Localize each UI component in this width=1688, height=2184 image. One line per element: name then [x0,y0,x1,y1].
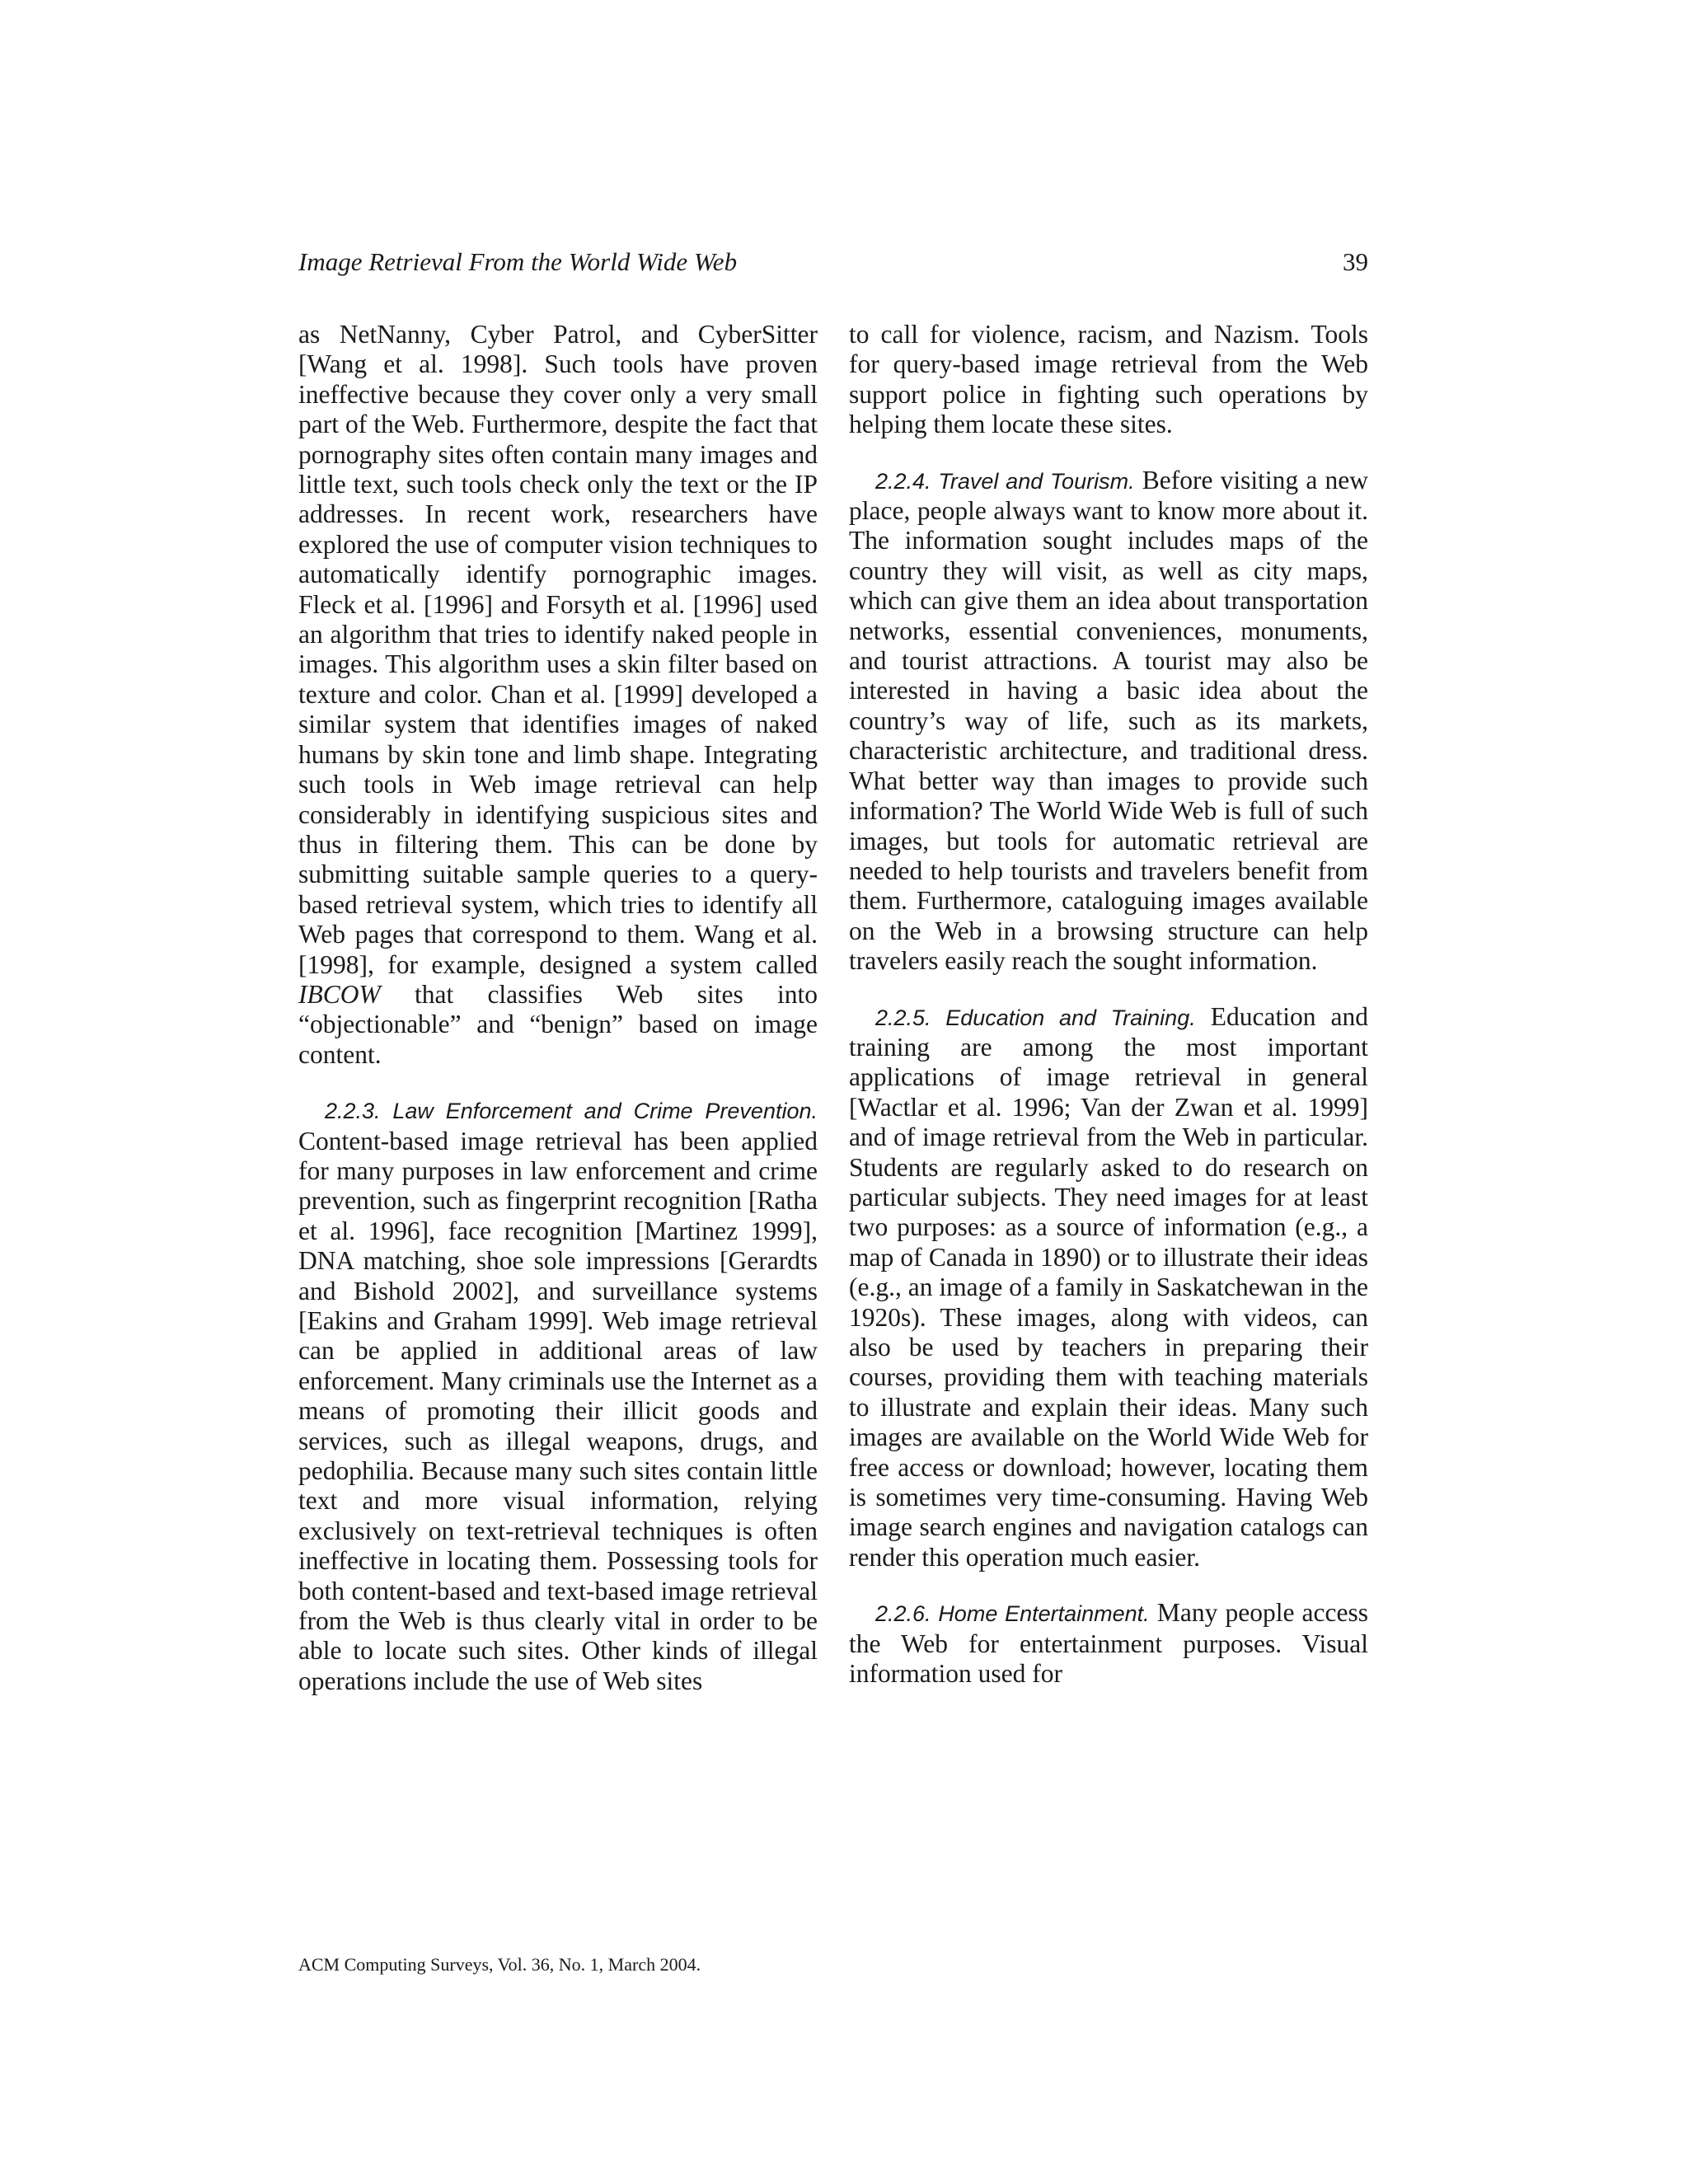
paragraph-filtering-tools [298,320,818,1070]
section-heading: 2.2.3. Law Enforcement and Crime Prevention. [325,1099,818,1124]
system-name-emphasis: IBCOW [298,979,381,1009]
paragraph-text: that classifies Web sites into “objectionable” and “benign” based on image content. [298,979,818,1069]
section-body: Content-based image retrieval has been applied for many purposes in law enforcement and crime prevention, such as fingerprint recognition [Ratha et al. 1996], face recognition [Martinez 1999], DNA matching, shoe sole impressions [Gerardts and Bishold 2002], and surveillance systems [Eakins and Graham 1999]. Web image retrieval can be applied in additional areas of law enforcement. Many criminals use the Internet as a means of promoting their illicit goods and services, such as illegal weapons, drugs, and pedophilia. Because many such sites contain little text and more visual information, relying exclusively on text-retrieval techniques is often ineffective in locating them. Possessing tools for both content-based and text-based image retrieval from the Web is thus clearly vital in order to be able to locate such sites. Other kinds of illegal operations include the use of Web sites [298,1126,818,1695]
section-body: Education and training are among the most important applications of image retrieval in general [Wactlar et al. 1996; Van der Zwan et al. 1999] and of image retrieval from the Web in particular. Students are regularly asked to do research on particular subjects. They need images for at least two purposes: as a source of information (e.g., a map of Canada in 1890) or to illustrate their ideas (e.g., an image of a family in Saskatchewan in the 1920s). These images, along with videos, can also be used by teachers in preparing their courses, providing them with teaching materials to illustrate and explain their ideas. Many such images are available on the World Wide Web for free access or download; however, locating them is sometimes very time-consuming. Having Web image search engines and navigation catalogs can render this operation much easier. [849,1001,1368,1572]
section-2-2-3 [298,1095,818,1696]
section-2-2-4 [849,466,1368,977]
section-body: Many people access the Web for entertainment purposes. Visual information used for [849,1598,1369,1689]
running-title: Image Retrieval From the World Wide Web [298,247,738,276]
paragraph-continuation: to call for violence, racism, and Nazism. Tools for query-based image retrieval from the Web support police in fighting such operations by helping them locate these sites. [849,320,1368,439]
paragraph-text: as NetNanny, Cyber Patrol, and CyberSitter [Wang et al. 1998]. Such tools have proven ineffective because they cover only a very small part of the Web. Furthermore, despite the fact that pornography sites often contain many images and little text, such tools check only the text or the IP addresses. In recent work, researchers have explored the use of computer vision techniques to automatically identify pornographic images. Fleck et al. [1996] and Forsyth et al. [1996] used an algorithm that tries to identify naked people in images. This algorithm uses a skin filter based on texture and color. Chan et al. [1999] developed a similar system that identifies images of naked humans by skin tone and limb shape. Integrating such tools in Web image retrieval can help considerably in identifying suspicious sites and thus in filtering them. This can be done by submitting suitable sample queries to a query-based retrieval system, which tries to identify all Web pages that correspond to them. Wang et al. [1998], for example, designed a system called [298,320,818,979]
left-column [298,320,818,1696]
right-column [849,320,1368,1689]
section-heading: 2.2.4. Travel and Tourism. [875,468,1135,494]
section-2-2-6 [849,1598,1368,1689]
section-body: Before visiting a new place, people always want to know more about it. The information sought includes maps of the country they will visit, as well as city maps, which can give them an idea about transportation networks, essential conveniences, monuments, and tourist attractions. A tourist may also be interested in having a basic idea about the country’s way of life, such as its markets, characteristic architecture, and traditional dress. What better way than images to provide such information? The World Wide Web is full of such images, but tools for automatic retrieval are needed to help tourists and travelers benefit from them. Furthermore, cataloguing images available on the Web in a browsing structure can help travelers easily reach the sought information. [849,465,1368,976]
page-number: 39 [1343,247,1368,276]
section-2-2-5 [849,1002,1368,1573]
section-heading: 2.2.5. Education and Training. [875,1005,1196,1030]
journal-citation-footer: ACM Computing Surveys, Vol. 36, No. 1, March 2004. [298,1954,701,1975]
section-heading: 2.2.6. Home Entertainment. [875,1601,1150,1627]
